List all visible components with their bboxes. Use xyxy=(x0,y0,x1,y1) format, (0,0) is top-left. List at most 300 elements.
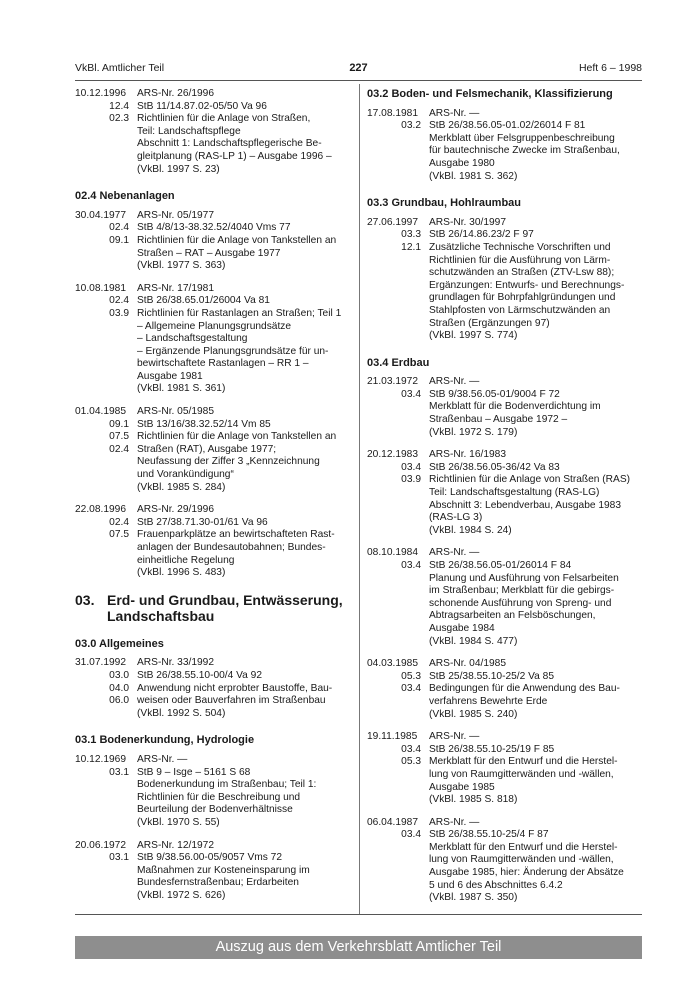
entry-line xyxy=(75,567,353,580)
entry-line xyxy=(75,113,353,126)
entry-text: (VkBl. 1987 S. 350) xyxy=(429,892,518,904)
entry-code: 03.4 xyxy=(401,461,421,473)
entry-text: – Ergänzende Planungsgrundsätze für un- xyxy=(137,345,329,357)
entry-line xyxy=(75,469,353,482)
entry-code: 02.4 xyxy=(109,443,129,455)
entry-date: 01.04.1985 xyxy=(75,406,126,418)
entry-text: StB 9/38.56.05-01/9004 F 72 xyxy=(429,388,560,400)
entry-date: 10.12.1969 xyxy=(75,753,126,765)
entry-line xyxy=(75,431,353,444)
entry-line xyxy=(75,779,353,792)
header-rule xyxy=(75,80,642,81)
entry-text: Richtlinien für die Ausführung von Lärm- xyxy=(429,254,611,266)
entry-code xyxy=(75,333,137,346)
chapter-title xyxy=(107,592,343,624)
entry-date: 17.08.1981 xyxy=(367,107,418,119)
entry-code xyxy=(75,248,137,261)
entry-text: StB 11/14.87.02-05/50 Va 96 xyxy=(137,100,267,112)
entry-text: (RAS-LG 3) xyxy=(429,512,483,524)
chapter-number: 03. xyxy=(75,591,95,608)
entry-line xyxy=(367,512,642,525)
regulation-entry xyxy=(75,504,353,580)
entry-text: StB 9/38.56.00-05/9057 Vms 72 xyxy=(137,852,282,864)
entry-text: Bodenerkundung im Straßenbau; Teil 1: xyxy=(137,779,317,791)
entry-text: Richtlinien für die Anlage von Tankstellen an xyxy=(137,234,337,246)
entry-code: 02.4 xyxy=(109,222,129,234)
entry-text: StB 26/38.56.05-01.02/26014 F 81 xyxy=(429,120,586,132)
entry-line xyxy=(75,890,353,903)
entry-text: ARS-Nr. 29/1996 xyxy=(137,504,215,516)
regulation-entry xyxy=(367,817,642,905)
entry-code xyxy=(75,890,137,903)
entry-line xyxy=(367,462,642,475)
entry-text: ARS-Nr. 05/1977 xyxy=(137,209,215,221)
entry-code xyxy=(75,126,137,139)
entry-line xyxy=(367,292,642,305)
entry-code xyxy=(367,709,429,722)
entry-line xyxy=(367,744,642,757)
entry-text: Richtlinien für Rastanlagen an Straßen; Teil 1 xyxy=(137,307,342,319)
entry-code xyxy=(75,164,137,177)
entry-text: Abschnitt 1: Landschaftspflegerische Be- xyxy=(137,138,322,150)
entry-date: 20.06.1972 xyxy=(75,839,126,851)
entry-text: Merkblatt für den Entwurf und die Herstel- xyxy=(429,841,618,853)
entry-line xyxy=(367,267,642,280)
entry-line xyxy=(367,756,642,769)
entry-text: StB 26/38.56.05-36/42 Va 83 xyxy=(429,461,560,473)
entry-code: 03.4 xyxy=(401,560,421,571)
entry-line xyxy=(367,842,642,855)
entry-line xyxy=(367,145,642,158)
entry-text: StB 26/38.55.10-25/19 F 85 xyxy=(429,743,555,755)
entry-code xyxy=(75,555,137,568)
entry-line xyxy=(75,321,353,334)
entry-line xyxy=(75,657,353,670)
regulation-entry xyxy=(367,547,642,648)
entry-code xyxy=(367,414,429,427)
entry-code xyxy=(367,782,429,795)
entry-text: Abschnitt 3: Lebendverbau, Ausgabe 1983 xyxy=(429,499,622,511)
entry-code xyxy=(367,171,429,184)
entry-line xyxy=(75,683,353,696)
entry-line xyxy=(367,474,642,487)
section-heading: 03.1 Bodenerkundung, Hydrologie xyxy=(75,734,255,747)
entry-text: ARS-Nr. 16/1983 xyxy=(429,449,507,461)
entry-line xyxy=(367,854,642,867)
entry-line xyxy=(75,126,353,139)
regulation-entry xyxy=(75,283,353,396)
entry-code xyxy=(367,598,429,611)
regulation-entry xyxy=(367,217,642,343)
regulation-entry xyxy=(367,658,642,721)
entry-code xyxy=(75,792,137,805)
entry-date: 04.03.1985 xyxy=(367,658,418,670)
entry-text: Ausgabe 1985 xyxy=(429,781,495,793)
entry-text: (VkBl. 1984 S. 477) xyxy=(429,635,518,647)
section-heading: 03.0 Allgemeines xyxy=(75,637,164,650)
entry-line xyxy=(367,610,642,623)
entry-line xyxy=(75,767,353,780)
entry-text: ARS-Nr. — xyxy=(429,816,480,828)
entry-code xyxy=(367,854,429,867)
entry-code xyxy=(367,158,429,171)
entry-text: ARS-Nr. 33/1992 xyxy=(137,657,215,669)
entry-line xyxy=(75,877,353,890)
entry-code: 04.0 xyxy=(109,682,129,694)
entry-code: 03.2 xyxy=(401,120,421,132)
entry-text: ARS-Nr. — xyxy=(429,376,480,388)
regulation-entry xyxy=(75,210,353,273)
entry-text: grundlagen für Bohrpfahlgründungen und xyxy=(429,292,616,304)
entry-line xyxy=(75,346,353,359)
entry-line xyxy=(367,671,642,684)
entry-line xyxy=(367,217,642,230)
entry-text: (VkBl. 1984 S. 24) xyxy=(429,524,512,536)
entry-text: Richtlinien für die Anlage von Straßen (RAS) xyxy=(429,474,631,486)
entry-text: Frauenparkplätze an bewirtschafteten Rast- xyxy=(137,529,335,541)
entry-line xyxy=(367,305,642,318)
entry-text: ARS-Nr. 30/1997 xyxy=(429,216,507,228)
entry-text: ARS-Nr. 26/1996 xyxy=(137,88,215,99)
entry-code xyxy=(367,696,429,709)
entry-text: schonende Ausführung von Spreng- und xyxy=(429,597,612,609)
entry-code: 02.4 xyxy=(109,516,129,528)
entry-text: ARS-Nr. — xyxy=(429,731,480,743)
entry-line xyxy=(367,525,642,538)
entry-text: und Vorankündigung“ xyxy=(137,469,234,481)
entry-code xyxy=(367,487,429,500)
entry-line xyxy=(367,892,642,905)
entry-text: Richtlinien für die Anlage von Straßen, xyxy=(137,113,311,125)
entry-code xyxy=(75,865,137,878)
entry-text: StB 13/16/38.32.52/14 Vm 85 xyxy=(137,418,271,430)
entry-code xyxy=(75,708,137,721)
entry-code xyxy=(75,804,137,817)
entry-line xyxy=(367,242,642,255)
entry-text: ARS-Nr. 04/1985 xyxy=(429,658,507,670)
entry-date: 10.08.1981 xyxy=(75,282,126,294)
entry-code xyxy=(75,321,137,334)
entry-text: Ausgabe 1984 xyxy=(429,622,495,634)
entry-text: (VkBl. 1997 S. 23) xyxy=(137,163,220,175)
entry-text: für bautechnische Zwecke im Straßenbau, xyxy=(429,145,620,157)
page-number: 227 xyxy=(349,62,368,74)
entry-line xyxy=(75,210,353,223)
regulation-entry xyxy=(75,406,353,494)
entry-code xyxy=(367,610,429,623)
entry-line xyxy=(367,547,642,560)
entry-date: 31.07.1992 xyxy=(75,657,126,669)
entry-line xyxy=(75,151,353,164)
entry-line xyxy=(75,542,353,555)
entry-line xyxy=(367,867,642,880)
regulation-entry xyxy=(367,449,642,537)
entry-text: 5 und 6 des Abschnittes 6.4.2 xyxy=(429,879,563,891)
entry-text: (VkBl. 1977 S. 363) xyxy=(137,260,226,272)
entry-text: ARS-Nr. 05/1985 xyxy=(137,406,215,418)
entry-code: 03.3 xyxy=(401,229,421,241)
entry-line xyxy=(367,829,642,842)
entry-line xyxy=(367,376,642,389)
section-heading: 03.3 Grundbau, Hohlraumbau xyxy=(367,197,522,210)
entry-text: ARS-Nr. 17/1981 xyxy=(137,282,215,294)
entry-text: Ausgabe 1985, hier: Änderung der Absätze xyxy=(429,867,624,879)
entry-text: schutzwänden an Straßen (ZTV-Lsw 88); xyxy=(429,267,615,279)
entry-code: 12.1 xyxy=(401,241,421,253)
entry-line xyxy=(367,133,642,146)
entry-code xyxy=(75,817,137,830)
entry-code: 03.4 xyxy=(401,388,421,400)
entry-line xyxy=(367,817,642,830)
entry-line xyxy=(367,449,642,462)
entry-code: 05.3 xyxy=(401,756,421,768)
footer-rule xyxy=(75,914,642,915)
entry-code: 05.3 xyxy=(401,670,421,682)
entry-text: (VkBl. 1972 S. 179) xyxy=(429,426,518,438)
entry-text: (VkBl. 1970 S. 55) xyxy=(137,816,220,828)
regulation-entry xyxy=(367,731,642,807)
entry-code: 09.1 xyxy=(109,418,129,430)
entry-code: 03.0 xyxy=(109,669,129,681)
section-heading: 03.2 Boden- und Felsmechanik, Klassifizierung xyxy=(367,88,613,100)
entry-line xyxy=(75,695,353,708)
entry-line xyxy=(75,222,353,235)
entry-text: Teil: Landschaftsgestaltung (RAS-LG) xyxy=(429,487,600,499)
entry-text: Planung und Ausführung von Felsarbeiten xyxy=(429,572,619,584)
entry-text: verfahrens Bewehrte Erde xyxy=(429,695,548,707)
entry-text: ARS-Nr. 12/1972 xyxy=(137,839,215,851)
entry-code xyxy=(75,877,137,890)
entry-date: 19.11.1985 xyxy=(367,731,418,743)
entry-code: 03.9 xyxy=(401,474,421,486)
page-footer: Auszug aus dem Verkehrsblatt Amtlicher Teil xyxy=(75,936,642,959)
entry-line xyxy=(75,88,353,101)
regulation-entry xyxy=(367,376,642,439)
entry-code xyxy=(367,892,429,905)
entry-text: (VkBl. 1985 S. 284) xyxy=(137,481,226,493)
entry-line xyxy=(75,817,353,830)
entry-line xyxy=(75,792,353,805)
entry-code: 03.9 xyxy=(109,307,129,319)
entry-text: – Landschaftsgestaltung xyxy=(137,333,248,345)
entry-line xyxy=(75,358,353,371)
entry-text: StB 26/38.65.01/26004 Va 81 xyxy=(137,295,270,307)
entry-code xyxy=(75,469,137,482)
entry-line xyxy=(75,555,353,568)
entry-line xyxy=(75,517,353,530)
entry-line xyxy=(75,444,353,457)
entry-code xyxy=(367,842,429,855)
entry-text: Teil: Landschaftspflege xyxy=(137,125,241,137)
regulation-entry xyxy=(75,754,353,830)
entry-text: StB 4/8/13-38.32.52/4040 Vms 77 xyxy=(137,222,291,234)
entry-line xyxy=(75,138,353,151)
entry-line xyxy=(367,636,642,649)
entry-code xyxy=(367,255,429,268)
entry-line xyxy=(367,782,642,795)
entry-code xyxy=(367,573,429,586)
entry-line xyxy=(75,101,353,114)
section-heading: 02.4 Nebenanlagen xyxy=(75,190,175,203)
entry-line xyxy=(367,120,642,133)
entry-line xyxy=(75,504,353,517)
entry-text: Zusätzliche Technische Vorschriften und xyxy=(429,241,611,253)
entry-text: (VkBl. 1981 S. 361) xyxy=(137,383,226,395)
entry-code xyxy=(367,292,429,305)
entry-text: gleitplanung (RAS-LP 1) – Ausgabe 1996 – xyxy=(137,150,332,162)
entry-code xyxy=(75,358,137,371)
entry-code xyxy=(367,623,429,636)
entry-line xyxy=(367,598,642,611)
entry-line xyxy=(75,670,353,683)
entry-line xyxy=(75,456,353,469)
entry-code xyxy=(367,145,429,158)
entry-code: 03.4 xyxy=(401,683,421,695)
entry-text: Abtragsarbeiten an Felsböschungen, xyxy=(429,610,596,622)
entry-text: StB 9 – Isge – 5161 S 68 xyxy=(137,766,251,778)
entry-date: 20.12.1983 xyxy=(367,449,418,461)
entry-line xyxy=(367,585,642,598)
entry-line xyxy=(75,754,353,767)
entry-code xyxy=(367,500,429,513)
entry-code xyxy=(75,542,137,555)
entry-text: Bundesfernstraßenbau; Erdarbeiten xyxy=(137,877,299,889)
entry-date: 21.03.1972 xyxy=(367,376,418,388)
right-column xyxy=(367,88,642,915)
entry-text: anlagen der Bundesautobahnen; Bundes- xyxy=(137,542,326,553)
entry-code xyxy=(75,346,137,359)
entry-line xyxy=(367,731,642,744)
entry-line xyxy=(367,427,642,440)
entry-text: im Straßenbau; Merkblatt für die gebirgs- xyxy=(429,585,615,597)
regulation-entry xyxy=(75,88,353,176)
entry-text: StB 26/38.56.05-01/26014 F 84 xyxy=(429,560,572,571)
entry-line xyxy=(75,248,353,261)
entry-line xyxy=(367,330,642,343)
entry-text: Beurteilung der Bodenverhältnisse xyxy=(137,804,293,816)
entry-line xyxy=(75,295,353,308)
entry-line xyxy=(367,696,642,709)
entry-text: einheitliche Regelung xyxy=(137,554,235,566)
entry-code xyxy=(367,880,429,893)
journal-title: VkBl. Amtlicher Teil xyxy=(75,62,165,74)
entry-text: Ausgabe 1981 xyxy=(137,370,203,382)
entry-line xyxy=(75,283,353,296)
entry-line xyxy=(75,529,353,542)
entry-code: 03.4 xyxy=(401,743,421,755)
entry-code xyxy=(75,779,137,792)
entry-line xyxy=(75,164,353,177)
entry-text: (VkBl. 1992 S. 504) xyxy=(137,707,226,719)
entry-code xyxy=(367,427,429,440)
entry-text: Bedingungen für die Anwendung des Bau- xyxy=(429,683,620,695)
entry-line xyxy=(75,482,353,495)
entry-line xyxy=(75,406,353,419)
entry-code: 03.1 xyxy=(109,852,129,864)
entry-line xyxy=(367,709,642,722)
entry-code xyxy=(367,401,429,414)
entry-text: Stahlpfosten von Lärmschutzwänden an xyxy=(429,304,611,316)
entry-line xyxy=(75,865,353,878)
entry-text: Richtlinien für die Anlage von Tankstellen an xyxy=(137,431,337,443)
left-column xyxy=(75,88,353,912)
issue-label: Heft 6 – 1998 xyxy=(578,62,642,74)
entry-code xyxy=(367,585,429,598)
entry-date: 08.10.1984 xyxy=(367,547,418,559)
entry-text: ARS-Nr. — xyxy=(429,547,480,559)
chapter-title-line: Erd- und Grundbau, Entwässerung, xyxy=(107,591,343,608)
entry-text: StB 26/38.55.10-00/4 Va 92 xyxy=(137,669,262,681)
entry-code xyxy=(367,794,429,807)
entry-text: StB 26/14.86.23/2 F 97 xyxy=(429,229,534,241)
entry-text: (VkBl. 1972 S. 626) xyxy=(137,889,226,901)
entry-code xyxy=(367,867,429,880)
entry-date: 22.08.1996 xyxy=(75,504,126,516)
chapter-heading xyxy=(75,592,353,624)
page-header xyxy=(75,62,642,78)
entry-line xyxy=(367,171,642,184)
entry-text: bewirtschaftete Rastanlagen – RR 1 – xyxy=(137,358,309,370)
entry-line xyxy=(367,487,642,500)
entry-code xyxy=(367,133,429,146)
entry-code xyxy=(75,151,137,164)
entry-line xyxy=(367,769,642,782)
entry-code: 03.4 xyxy=(401,829,421,841)
entry-line xyxy=(75,235,353,248)
entry-line xyxy=(367,560,642,573)
entry-code: 02.4 xyxy=(109,295,129,307)
entry-text: StB 25/38.55.10-25/2 Va 85 xyxy=(429,670,554,682)
entry-line xyxy=(367,229,642,242)
entry-text: ARS-Nr. — xyxy=(429,107,480,119)
entry-text: Straßen (RAT), Ausgabe 1977; xyxy=(137,443,277,455)
entry-text: lung von Raumgitterwänden und -wällen, xyxy=(429,854,614,866)
entry-code xyxy=(75,456,137,469)
entry-line xyxy=(367,414,642,427)
entry-text: StB 27/38.71.30-01/61 Va 96 xyxy=(137,516,268,528)
entry-code xyxy=(367,512,429,525)
entry-code xyxy=(75,567,137,580)
entry-line xyxy=(367,500,642,513)
entry-text: Neufassung der Ziffer 3 „Kennzeichnung xyxy=(137,456,320,468)
regulation-entry xyxy=(75,840,353,903)
entry-date: 30.04.1977 xyxy=(75,209,126,221)
section-heading: 03.4 Erdbau xyxy=(367,356,430,369)
entry-text: (VkBl. 1996 S. 483) xyxy=(137,567,226,579)
entry-line xyxy=(75,308,353,321)
entry-line xyxy=(75,260,353,273)
entry-code xyxy=(367,318,429,331)
entry-code: 06.0 xyxy=(109,695,129,707)
entry-text: Richtlinien für die Beschreibung und xyxy=(137,791,301,803)
entry-code: 07.5 xyxy=(109,529,129,541)
entry-code xyxy=(367,280,429,293)
entry-line xyxy=(75,804,353,817)
entry-text: (VkBl. 1985 S. 818) xyxy=(429,794,518,806)
entry-code xyxy=(367,525,429,538)
entry-text: Merkblatt für die Bodenverdichtung im xyxy=(429,401,601,413)
entry-text: Anwendung nicht erprobter Baustoffe, Bau- xyxy=(137,682,333,694)
entry-line xyxy=(367,401,642,414)
entry-text: Merkblatt über Felsgruppenbeschreibung xyxy=(429,132,615,144)
regulation-entry xyxy=(367,108,642,184)
entry-text: weisen oder Bauverfahren im Straßenbau xyxy=(137,695,326,707)
entry-line xyxy=(75,383,353,396)
entry-line xyxy=(75,371,353,384)
entry-code xyxy=(367,330,429,343)
entry-code xyxy=(367,636,429,649)
entry-line xyxy=(367,623,642,636)
